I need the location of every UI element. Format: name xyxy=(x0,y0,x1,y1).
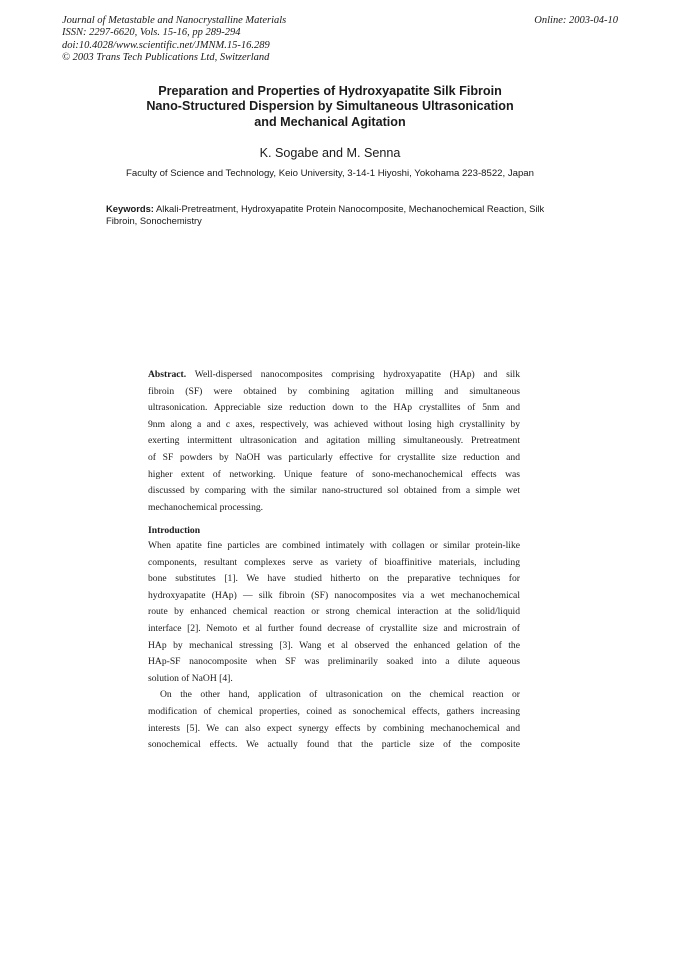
abstract-line: fibroin (SF) were obtained by combining agitation milling and simultaneous xyxy=(148,385,520,397)
abstract-line: mechanochemical processing. xyxy=(148,501,264,513)
intro-line: modification of chemical properties, coined as sonochemical effects, gathers increasing xyxy=(148,705,520,717)
title-line-2: Nano-Structured Dispersion by Simultaneous Ultrasonication xyxy=(146,99,514,114)
keywords-label: Keywords: xyxy=(106,203,154,214)
authors: K. Sogabe and M. Senna xyxy=(259,146,401,160)
intro-line: bone substitutes [1]. We have studied hitherto on the preparative techniques for xyxy=(148,573,520,585)
intro-line: interests [5]. We can also expect synergy effects by combining mechanochemical and xyxy=(148,722,520,734)
intro-line: When apatite fine particles are combined intimately with collagen or similar protein-like xyxy=(148,540,520,551)
abstract-line: 9nm along a and c axes, respectively, was achieved without losing high crystallinity by xyxy=(148,418,520,430)
abstract-line: of SF powders by NaOH was particularly effective for crystallite size reduction and xyxy=(148,451,520,463)
intro-line: HAp-SF nanocomposite when SF was preliminarily soaked into a dilute aqueous xyxy=(148,656,520,668)
affiliation: Faculty of Science and Technology, Keio University, 3-14-1 Hiyoshi, Yokohama 223-8522, Japan xyxy=(126,168,534,179)
abstract-label: Abstract. xyxy=(148,369,187,380)
intro-line: On the other hand, application of ultrasonication on the chemical reaction or xyxy=(160,689,520,701)
abstract-line: ultrasonication. Appreciable size reduction down to the HAp crystallites of 5nm and xyxy=(148,402,520,414)
abstract xyxy=(148,367,520,516)
journal-name: Journal of Metastable and Nanocrystalline Materials xyxy=(62,15,287,26)
title-line-1: Preparation and Properties of Hydroxyapatite Silk Fibroin xyxy=(158,84,502,98)
introduction-heading: Introduction xyxy=(148,525,201,536)
intro-line: interface [2]. Nemoto et al further found decrease of crystallite size and microstrain of xyxy=(148,622,520,634)
intro-line: solution of NaOH [4]. xyxy=(148,672,233,684)
intro-paragraph-2 xyxy=(148,687,520,753)
abstract-line: higher extent of networking. Unique feature of sono-mechanochemical effects was xyxy=(148,468,520,480)
paper-title xyxy=(60,84,600,130)
intro-line: route by enhanced chemical reaction or strong chemical interaction at the solid/liquid xyxy=(148,606,520,618)
title-line-3: and Mechanical Agitation xyxy=(254,114,406,129)
intro-line: components, resultant complexes serve as variety of bioaffinitive materials, including xyxy=(148,556,520,568)
introduction-body xyxy=(148,538,520,754)
copyright-line: © 2003 Trans Tech Publications Ltd, Switzerland xyxy=(62,52,270,64)
abstract-line: discussed by comparing with the similar nano-structured sol obtained from a simple wet xyxy=(148,485,520,497)
abstract-line: Abstract. Well-dispersed nanocomposites comprising hydroxyapatite (HAp) and silk xyxy=(148,369,520,380)
issn-line: ISSN: 2297-6620, Vols. 15-16, pp 289-294 xyxy=(62,27,241,39)
online-date: Online: 2003-04-10 xyxy=(534,15,618,26)
journal-header xyxy=(62,15,618,65)
intro-paragraph-1 xyxy=(148,538,520,687)
keywords xyxy=(106,203,556,227)
doi-line: doi:10.4028/www.scientific.net/JMNM.15-16.289 xyxy=(62,39,270,51)
intro-line: hydroxyapatite (HAp) — silk fibroin (SF) nanocomposites via a wet mechanochemical xyxy=(148,589,520,601)
intro-line: sonochemical effects. We actually found that the particle size of the composite xyxy=(148,739,520,751)
abstract-line: exerting intermittent ultrasonication and agitation milling simultaneously. Pretreatment xyxy=(148,435,520,447)
intro-line: HAp by mechanical stressing [3]. Wang et al observed the enhanced gelation of the xyxy=(148,639,520,651)
keywords-text: Alkali-Pretreatment, Hydroxyapatite Protein Nanocomposite, Mechanochemical Reaction, Silk Fibroin, Sonochemistry xyxy=(106,203,545,226)
